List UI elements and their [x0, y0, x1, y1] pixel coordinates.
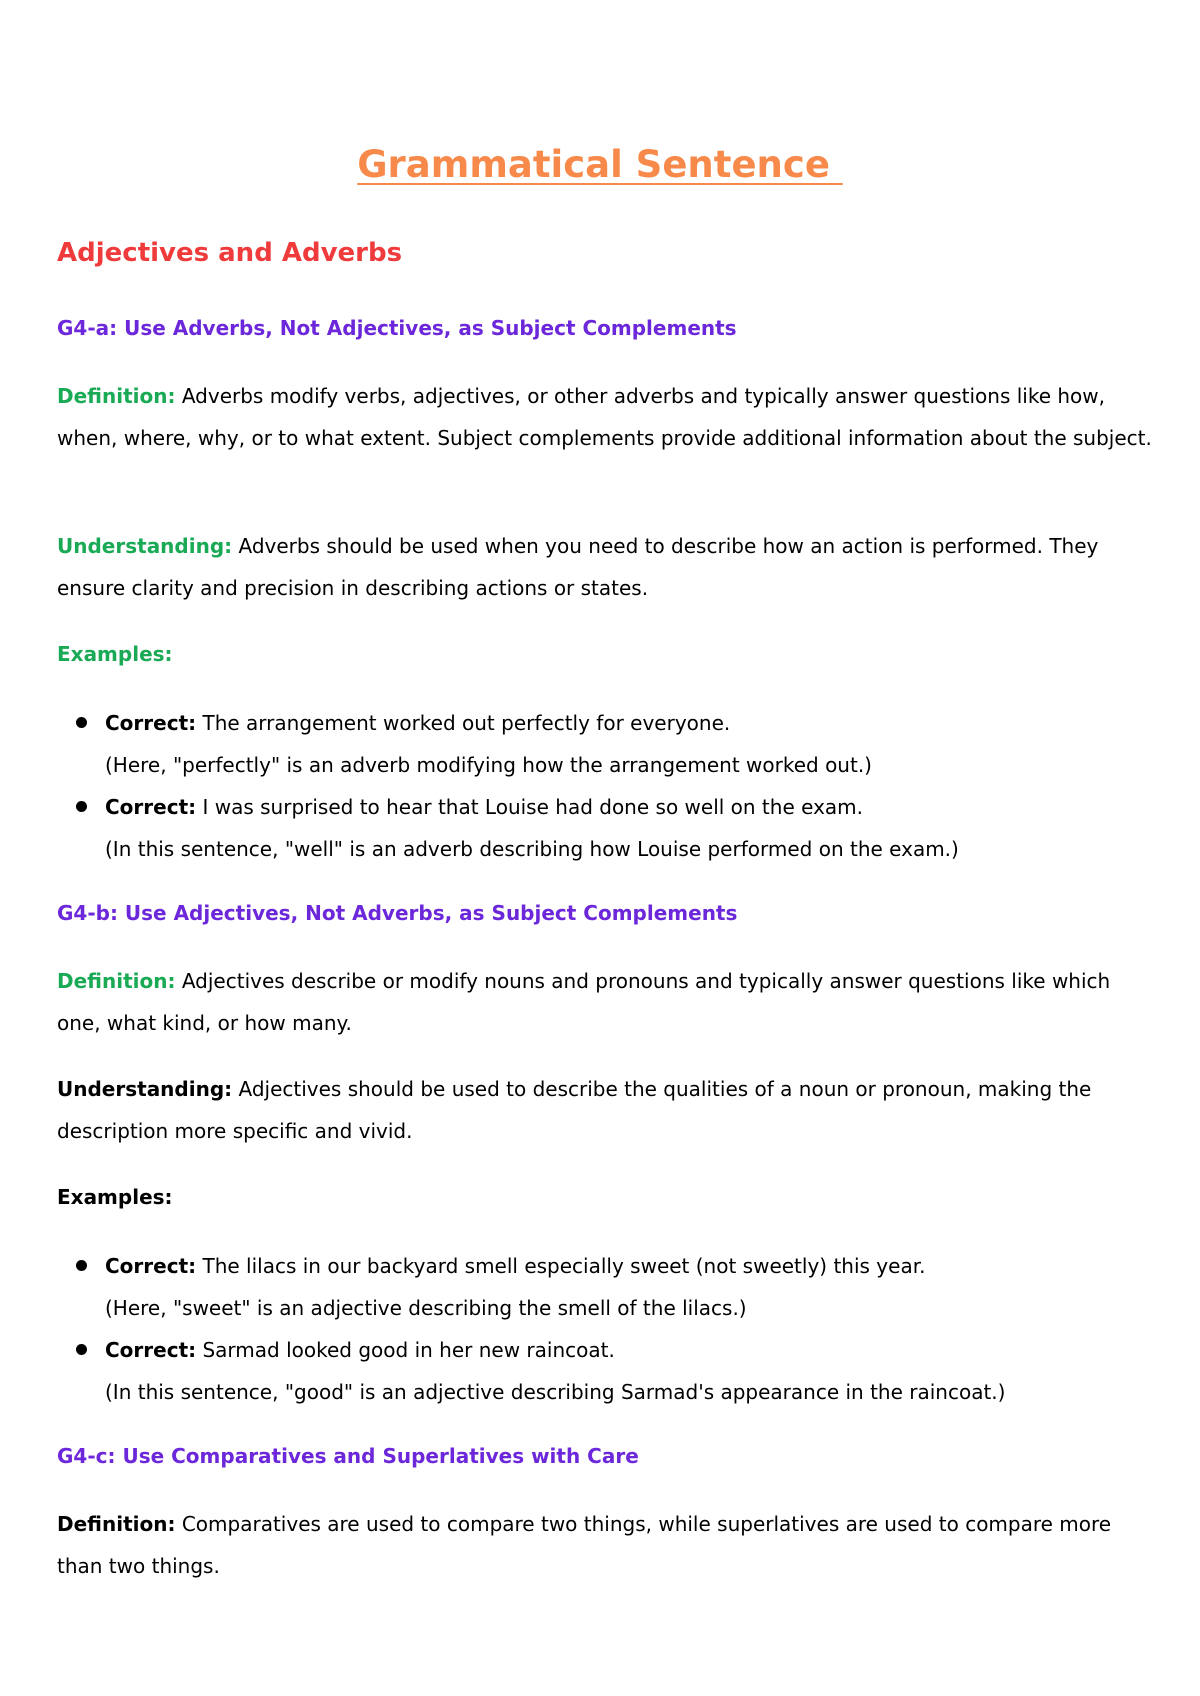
- g4b-examples-list: [57, 1245, 1152, 1413]
- list-item: [57, 1245, 1152, 1329]
- g4a-examples-list: [57, 702, 1152, 870]
- example-text: The arrangement worked out perfectly for everyone.: [196, 711, 731, 735]
- section-heading: Adjectives and Adverbs: [57, 238, 403, 268]
- example-text: I was surprised to hear that Louise had done so well on the exam.: [196, 795, 863, 819]
- g4c-definition: [57, 1503, 1152, 1587]
- g4a-understanding: [57, 525, 1152, 609]
- g4a-examples-label: [57, 633, 1152, 675]
- example-note: (In this sentence, "good" is an adjective describing Sarmad's appearance in the raincoat.): [105, 1380, 1006, 1404]
- example-note: (Here, "perfectly" is an adverb modifying how the arrangement worked out.): [105, 753, 872, 777]
- g4a-definition-label: Definition:: [57, 384, 176, 408]
- bullet-icon: [76, 1260, 87, 1271]
- g4c-heading: G4-c: Use Comparatives and Superlatives with Care: [57, 1444, 639, 1468]
- list-item: [57, 1329, 1152, 1413]
- g4b-examples-label-text: Examples:: [57, 1185, 173, 1209]
- example-label: Correct:: [105, 1254, 197, 1278]
- g4b-examples-label: [57, 1176, 1152, 1218]
- example-text: The lilacs in our backyard smell especially sweet (not sweetly) this year.: [196, 1254, 926, 1278]
- g4b-understanding: [57, 1068, 1152, 1152]
- g4a-examples-label-text: Examples:: [57, 642, 173, 666]
- g4b-definition-label: Definition:: [57, 969, 176, 993]
- example-label: Correct:: [105, 795, 197, 819]
- page-title: Grammatical Sentence: [357, 143, 843, 186]
- example-text: Sarmad looked good in her new raincoat.: [196, 1338, 615, 1362]
- list-item: [57, 702, 1152, 786]
- g4b-understanding-text: Adjectives should be used to describe the qualities of a noun or pronoun, making the description more specific and vivid.: [57, 1077, 1092, 1143]
- example-label: Correct:: [105, 711, 197, 735]
- bullet-icon: [76, 717, 87, 728]
- g4b-heading: G4-b: Use Adjectives, Not Adverbs, as Subject Complements: [57, 901, 738, 925]
- g4a-understanding-label: Understanding:: [57, 534, 233, 558]
- g4b-definition: [57, 960, 1152, 1044]
- g4c-definition-text: Comparatives are used to compare two things, while superlatives are used to compare more than two things.: [57, 1512, 1112, 1578]
- bullet-icon: [76, 1344, 87, 1355]
- g4a-heading: G4-a: Use Adverbs, Not Adjectives, as Subject Complements: [57, 316, 737, 340]
- example-note: (In this sentence, "well" is an adverb describing how Louise performed on the exam.): [105, 837, 959, 861]
- example-label: Correct:: [105, 1338, 197, 1362]
- g4b-definition-text: Adjectives describe or modify nouns and pronouns and typically answer questions like which one, what kind, or how many.: [57, 969, 1111, 1035]
- g4a-definition: [57, 375, 1152, 459]
- g4a-definition-text: Adverbs modify verbs, adjectives, or other adverbs and typically answer questions like how, when, where, why, or to what extent. Subject complements provide additional information about the subject.: [57, 384, 1152, 450]
- bullet-icon: [76, 801, 87, 812]
- g4b-understanding-label: Understanding:: [57, 1077, 233, 1101]
- g4a-understanding-text: Adverbs should be used when you need to describe how an action is performed. They ensure clarity and precision in describing actions or states.: [57, 534, 1099, 600]
- example-note: (Here, "sweet" is an adjective describing the smell of the lilacs.): [105, 1296, 747, 1320]
- list-item: [57, 786, 1152, 870]
- g4c-definition-label: Definition:: [57, 1512, 176, 1536]
